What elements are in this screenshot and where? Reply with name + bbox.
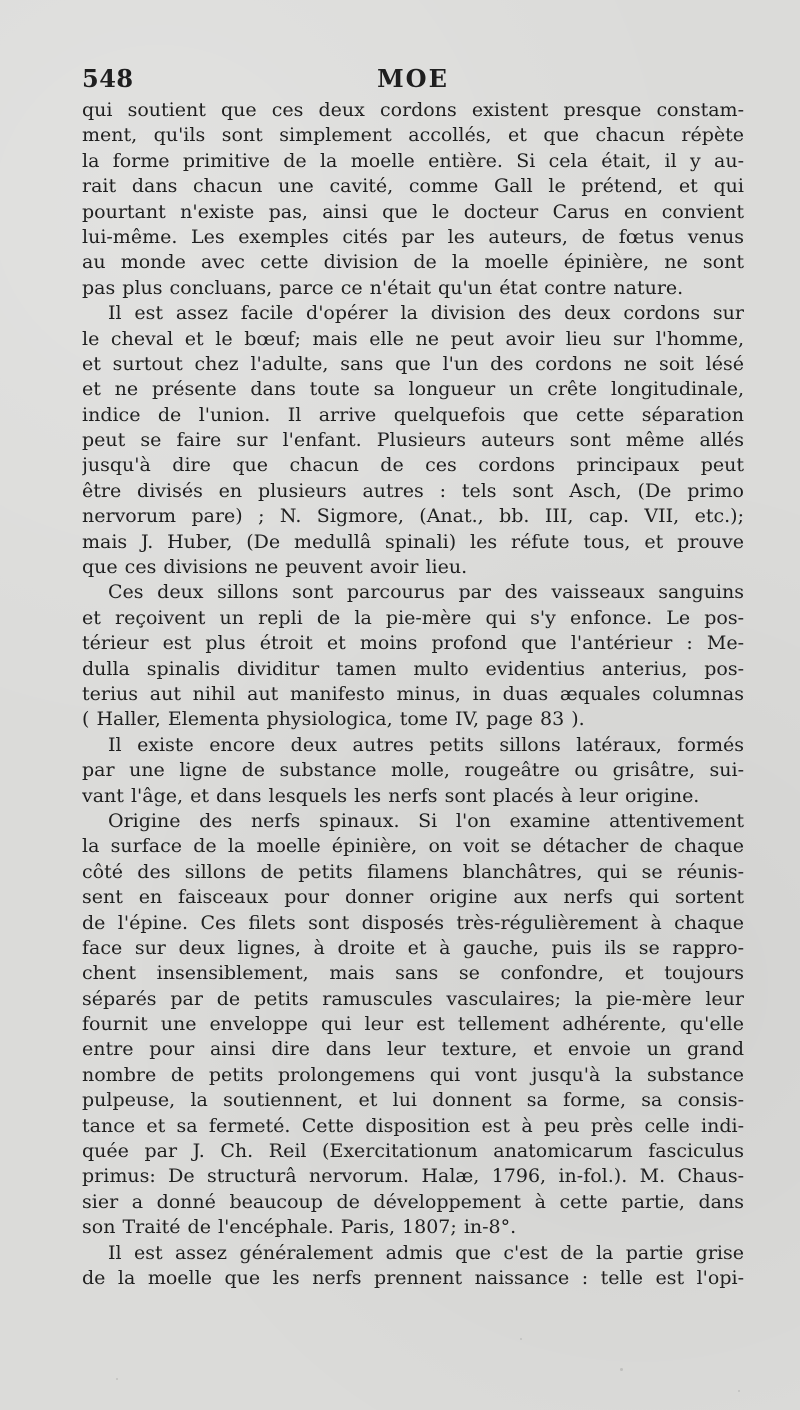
paper-speck [116, 1378, 118, 1380]
text-line: et surtout chez l'adulte, sans que l'un des cordons ne soit lésé [82, 352, 744, 375]
paper-speck [738, 1390, 740, 1392]
text-line: côté des sillons de petits filamens blanchâtres, qui se réunis- [82, 860, 744, 883]
text-line: nervorum pare) ; N. Sigmore, (Anat., bb. III, cap. VII, etc.); [82, 505, 744, 528]
text-line: vant l'âge, et dans lesquels les nerfs sont placés à leur origine. [82, 784, 700, 807]
text-line: être divisés en plusieurs autres : tels sont Asch, (De primo [82, 479, 744, 502]
text-line: son Traité de l'encéphale. Paris, 1807; in-8°. [82, 1216, 517, 1239]
text-line: rait dans chacun une cavité, comme Gall le prétend, et qui [82, 175, 744, 198]
page-number: 548 [82, 64, 134, 93]
text-line: Il est assez facile d'opérer la division des deux cordons sur [108, 302, 744, 325]
text-line: terius aut nihil aut manifesto minus, in duas æquales columnas [82, 682, 744, 705]
text-line: la surface de la moelle épinière, on voit se détacher de chaque [82, 835, 744, 858]
text-line: sier a donné beaucoup de développement à cette partie, dans [82, 1190, 744, 1213]
text-line: face sur deux lignes, à droite et à gauche, puis ils se rappro- [82, 936, 744, 959]
text-line: Ces deux sillons sont parcourus par des vaisseaux sanguins [108, 581, 744, 604]
text-line: Il existe encore deux autres petits sillons latéraux, formés [108, 733, 744, 756]
text-line: pourtant n'existe pas, ainsi que le docteur Carus en convient [82, 200, 744, 223]
text-line: que ces divisions ne peuvent avoir lieu. [82, 556, 468, 579]
text-line: de l'épine. Ces filets sont disposés très-régulièrement à chaque [82, 911, 744, 934]
text-line: la forme primitive de la moelle entière. Si cela était, il y au- [82, 149, 744, 172]
text-line: et ne présente dans toute sa longueur un crête longitudinale, [82, 378, 744, 401]
text-line: mais J. Huber, (De medullâ spinali) les réfute tous, et prouve [82, 530, 744, 553]
text-line: fournit une enveloppe qui leur est tellement adhérente, qu'elle [82, 1013, 744, 1036]
running-head: MOE [377, 64, 449, 93]
text-line: et reçoivent un repli de la pie-mère qui s'y enfonce. Le pos- [82, 606, 744, 629]
paper-speck [620, 1368, 623, 1371]
text-line: Origine des nerfs spinaux. Si l'on examine attentivement [108, 809, 744, 832]
text-line: térieur est plus étroit et moins profond que l'antérieur : Me- [82, 632, 744, 655]
text-line: indice de l'union. Il arrive quelquefois que cette séparation [82, 403, 744, 426]
body-text [82, 98, 744, 1291]
text-line: sent en faisceaux pour donner origine aux nerfs qui sortent [82, 886, 744, 909]
text-line: par une ligne de substance molle, rougeâtre ou grisâtre, sui- [82, 759, 744, 782]
text-line: primus: De structurâ nervorum. Halæ, 1796, in-fol.). M. Chaus- [82, 1165, 744, 1188]
text-line: au monde avec cette division de la moelle épinière, ne sont [82, 251, 744, 274]
text-line: nombre de petits prolongemens qui vont jusqu'à la substance [82, 1063, 744, 1086]
paper-speck [520, 1338, 522, 1340]
text-line: tance et sa fermeté. Cette disposition est à peu près celle indi- [82, 1114, 744, 1137]
text-line: dulla spinalis dividitur tamen multo evidentius anterius, pos- [82, 657, 744, 680]
text-line: séparés par de petits ramuscules vasculaires; la pie-mère leur [82, 987, 744, 1010]
page-header [82, 64, 744, 98]
text-line: jusqu'à dire que chacun de ces cordons principaux peut [82, 454, 744, 477]
text-line: Il est assez généralement admis que c'est de la partie grise [108, 1241, 744, 1264]
text-line: chent insensiblement, mais sans se confondre, et toujours [82, 962, 744, 985]
text-line: quée par J. Ch. Reil (Exercitationum anatomicarum fasciculus [82, 1140, 744, 1163]
text-line: pas plus concluans, parce ce n'était qu'un état contre nature. [82, 276, 684, 299]
text-line: entre pour ainsi dire dans leur texture, et envoie un grand [82, 1038, 744, 1061]
text-line: ment, qu'ils sont simplement accollés, et que chacun répète [82, 124, 744, 147]
text-line: le cheval et le bœuf; mais elle ne peut avoir lieu sur l'homme, [82, 327, 744, 350]
text-line: pulpeuse, la soutiennent, et lui donnent sa forme, sa consis- [82, 1089, 744, 1112]
text-line: de la moelle que les nerfs prennent naissance : telle est l'opi- [82, 1266, 744, 1289]
text-line: lui-même. Les exemples cités par les auteurs, de fœtus venus [82, 225, 744, 248]
text-line: peut se faire sur l'enfant. Plusieurs auteurs sont même allés [82, 429, 744, 452]
text-line: ( Haller, Elementa physiologica, tome IV, page 83 ). [82, 708, 585, 731]
text-line: qui soutient que ces deux cordons existent presque constam- [82, 99, 744, 121]
